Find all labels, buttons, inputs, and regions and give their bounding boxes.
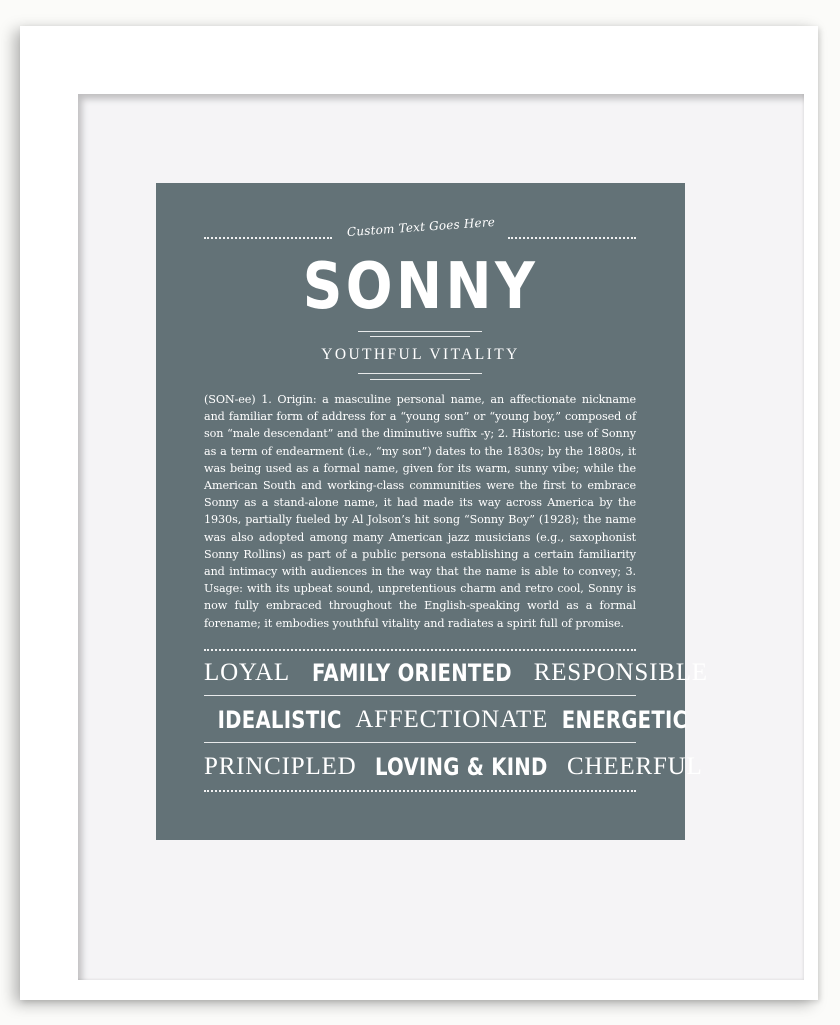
trait: FAMILY ORIENTED	[311, 659, 512, 687]
trait: ENERGETIC	[561, 706, 688, 734]
traits-row-1	[204, 655, 708, 691]
definition-text: (SON-ee) 1. Origin: a masculine personal name, an affectionate nickname and familiar form of address for a “young son” or “young boy,” composed of son “male descendant” and the diminutive suffix -y; 2. Historic: use of Sonny as a term of endearment (i.e., “my son”) dates to the 1830s; by the 1880s, it was being used as a formal name, given for its warm, sunny vibe; while the American South and working-class communities were the first to embrace Sonny as a stand-alone name, it had made its way across America by the 1930s, partially fueled by Al Jolson’s hit song “Sonny Boy” (1928); the name was also adopted among many American jazz musicians (e.g., saxophonist Sonny Rollins) as part of a public persona establishing a certain familiarity and intimacy with audiences in the way that the name is able to convey; 3. Usage: with its upbeat sound, unpretentious charm and retro cool, Sonny is now fully embraced throughout the English-speaking world as a formal forename; it embodies youthful vitality and radiates a spirit full of promise.	[204, 393, 636, 630]
tagline-rule-bottom-2	[370, 379, 470, 380]
traits-row-3	[204, 749, 703, 785]
print-name: SONNY	[302, 250, 539, 324]
trait: LOYAL	[204, 659, 290, 686]
custom-text: Custom Text Goes Here	[346, 214, 496, 240]
tagline-rule-top-1	[358, 331, 482, 332]
trait: AFFECTIONATE	[355, 706, 549, 733]
trait: PRINCIPLED	[204, 753, 357, 780]
name-print	[156, 183, 708, 840]
tagline-rule-top-2	[370, 336, 470, 337]
traits-divider-1	[204, 695, 636, 696]
traits-divider-2	[204, 742, 636, 743]
traits-dots-bottom	[204, 790, 636, 792]
header-dots-right	[508, 237, 636, 239]
header-dots-left	[204, 237, 332, 239]
trait: IDEALISTIC	[217, 706, 342, 734]
trait: LOVING & KIND	[375, 753, 549, 781]
trait: RESPONSIBLE	[533, 659, 708, 686]
traits-row-2	[204, 702, 688, 738]
tagline: YOUTHFUL VITALITY	[321, 346, 520, 363]
tagline-rule-bottom-1	[358, 373, 482, 374]
trait: CHEERFUL	[567, 753, 703, 780]
traits-dots-top	[204, 649, 636, 651]
